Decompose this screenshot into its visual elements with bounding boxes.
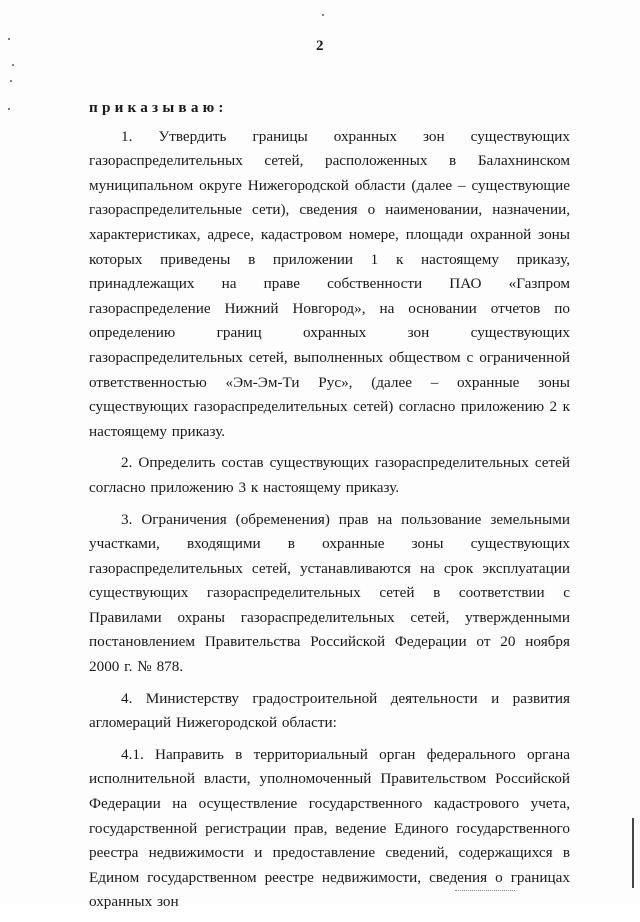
paragraph-4-1: 4.1. Направить в территориальный орган федерального органа исполнительной власти, уполномоченный Правительством Российской Федерации на осуществление государственного кадастрового учета, государственной регистрации прав, ведение Единого государственного реестра недвижимости и предоставление сведений, содержащихся в Едином государственном реестре недвижимости, сведения о границах охранных зон — [89, 745, 570, 911]
scan-speck — [12, 64, 14, 66]
page-number: 2 — [316, 38, 324, 54]
scan-speck — [322, 14, 324, 16]
paragraph-1: 1. Утвердить границы охранных зон существующих газораспределительных сетей, расположенных в Балахнинском муниципальном округе Нижегородской области (далее – существующие газораспределительные сети), сведения о наименовании, назначении, характеристиках, адресе, кадастровом номере, площади охранной зоны которых приведены в приложении 1 к настоящему приказу, принадлежащих на праве собственности ПАО «Газпром газораспределение Нижний Новгород», на основании отчетов по определению границ охранных зон существующих газораспределительных сетей, выполненных обществом с ограниченной ответственностью «Эм-Эм-Ти Рус», (далее – охранные зоны существующих газораспределительных сетей) согласно приложению 2 к настоящему приказу. — [89, 127, 570, 440]
document-body — [89, 96, 570, 922]
scan-speck — [8, 108, 10, 110]
scan-speck — [8, 38, 10, 40]
paragraph-3: 3. Ограничения (обременения) прав на пользование земельными участками, входящими в охранные зоны существующих газораспределительных сетей, устанавливаются на срок эксплуатации существующих газораспределительных сетей в соответствии с Правилами охраны газораспределительных сетей, утвержденными постановлением Правительства Российской Федерации от 20 ноября 2000 г. № 878. — [89, 510, 570, 676]
paragraph-2: 2. Определить состав существующих газораспределительных сетей согласно приложению 3 к настоящему приказу. — [89, 454, 570, 496]
paragraph-4: 4. Министерству градостроительной деятельности и развития агломераций Нижегородской области: — [89, 689, 570, 732]
order-heading: приказываю: — [89, 99, 228, 116]
scan-bottom-mark — [455, 890, 515, 892]
scan-edge-line — [632, 818, 634, 888]
scan-speck — [10, 80, 12, 82]
